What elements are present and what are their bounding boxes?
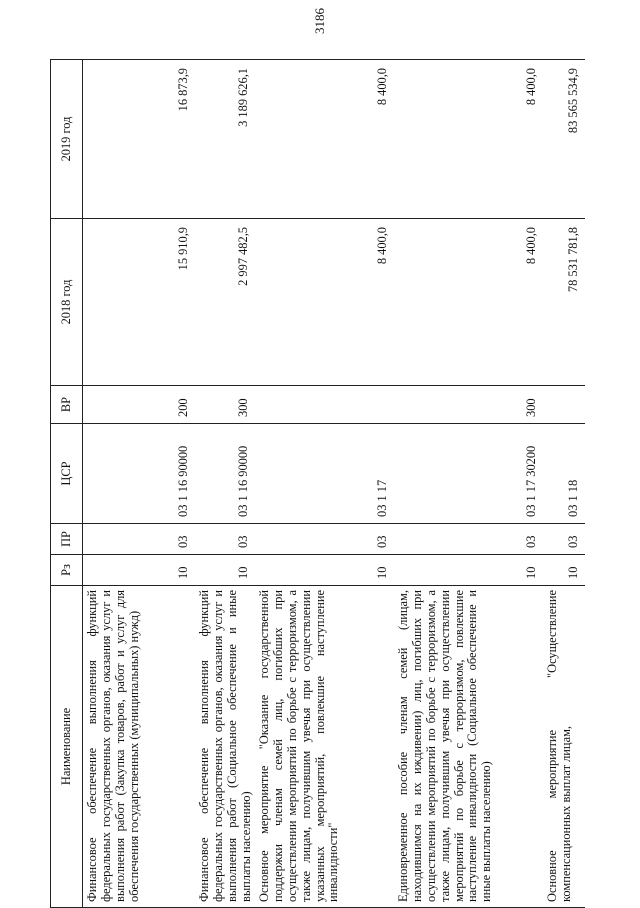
- row-csr: 03 1 17: [255, 424, 394, 524]
- table-row: [255, 60, 394, 908]
- budget-table: [50, 59, 585, 908]
- row-pr: 03: [394, 524, 543, 555]
- header-name: Наименование: [51, 586, 83, 908]
- table-row: [83, 60, 196, 908]
- budget-table-rotated: [50, 60, 581, 908]
- row-rz: 10: [543, 555, 585, 586]
- row-pr: 03: [543, 524, 585, 555]
- row-name: Единовременное пособие членам семей (лицам, находившимся на их иждивении) лиц, погибших при осуществлении мероприятий по борьбе с терроризмом, а также лицам, получившим увечья при осуществлении мероприятий по борьбе с терроризмом, повлекшие наступление инвалидности (Социальное обеспечение и иные выплаты населению): [394, 586, 543, 908]
- row-vr: [255, 386, 394, 424]
- header-pr: ПР: [51, 524, 83, 555]
- row-2019: 3 189 626,1: [195, 60, 255, 219]
- table-row: [195, 60, 255, 908]
- row-rz: 10: [394, 555, 543, 586]
- row-2019: 16 873,9: [83, 60, 196, 219]
- row-2018: 8 400,0: [394, 219, 543, 386]
- row-pr: 03: [255, 524, 394, 555]
- row-name: Основное мероприятие "Оказание государственной поддержки членам семей лиц, погибших при осуществлении мероприятий по борьбе с терроризмом, а также лицам, получившим увечья при осуществлении указанных мероприятий, повлекшие наступление инвалидности": [255, 586, 394, 908]
- row-pr: 03: [195, 524, 255, 555]
- header-csr: ЦСР: [51, 424, 83, 524]
- row-name: Основное мероприятие "Осуществление компенсационных выплат лицам,: [543, 586, 585, 908]
- row-name: Финансовое обеспечение выполнения функций федеральных государственных органов, оказания услуг и выполнения работ (Социальное обеспечение и иные выплаты населению): [195, 586, 255, 908]
- row-csr: 03 1 18: [543, 424, 585, 524]
- row-name: Финансовое обеспечение выполнения функций федеральных государственных органов, оказания услуг и выполнения работ (Закупка товаров, работ и услуг для обеспечения государственных (муниципальных) нужд): [83, 586, 196, 908]
- row-csr: 03 1 16 90000: [83, 424, 196, 524]
- row-csr: 03 1 16 90000: [195, 424, 255, 524]
- header-vr: ВР: [51, 386, 83, 424]
- row-vr: 300: [394, 386, 543, 424]
- row-vr: [543, 386, 585, 424]
- row-2019: 8 400,0: [255, 60, 394, 219]
- header-2019: 2019 год: [51, 60, 83, 219]
- row-2018: 15 910,9: [83, 219, 196, 386]
- row-vr: 300: [195, 386, 255, 424]
- header-rz: Рз: [51, 555, 83, 586]
- header-2018: 2018 год: [51, 219, 83, 386]
- row-rz: 10: [83, 555, 196, 586]
- row-2019: 8 400,0: [394, 60, 543, 219]
- row-pr: 03: [83, 524, 196, 555]
- row-2019: 83 565 534,9: [543, 60, 585, 219]
- row-rz: 10: [255, 555, 394, 586]
- row-csr: 03 1 17 30200: [394, 424, 543, 524]
- table-row: [394, 60, 543, 908]
- row-2018: 8 400,0: [255, 219, 394, 386]
- row-vr: 200: [83, 386, 196, 424]
- table-row: [543, 60, 585, 908]
- row-rz: 10: [195, 555, 255, 586]
- header-row: [51, 60, 83, 908]
- page-number: 3186: [312, 8, 327, 34]
- row-2018: 2 997 482,5: [195, 219, 255, 386]
- row-2018: 78 531 781,8: [543, 219, 585, 386]
